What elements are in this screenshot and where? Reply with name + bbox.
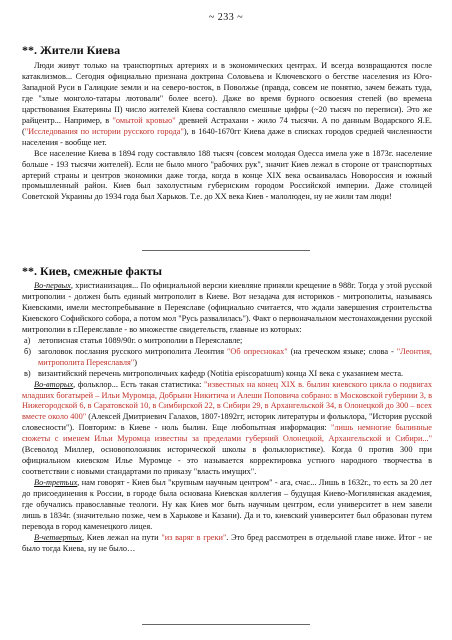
text-run: (Всеволод Миллер, основоположник исторической школы в фольклористике). Когда 0 против 300 при официальном киевском Илье Муромце - это называется корректировка устного народного творчества в соответствии с новыми стандартами по приказу "власть имущих". [22, 445, 432, 477]
highlight-quote: "из варяг в греки" [161, 532, 227, 542]
section-facts-body [22, 281, 432, 555]
text-run: Люди живут только на транспортных артериях и в экономических центрах. И всегда возвращаются после катаклизмов... Сегодня официально признана доктрина Соловьева и Ключевского о бегстве населения из Юго-Западной Руси в Галицкие земли и на северо-восток, в Поволжье (правда, совсем не понятно, зачем бежать туда, где "злые монголо-татары лютовали" более всего). Даже во время бурного освоения степей (во времена царствования Екатерины II) число жителей Киева составляло смешные цифры (~20 тысяч по переписи). Это же райцентр... Например, в [22, 61, 432, 125]
text-run: византийский перечень митрополичьих кафедр (Notitia episcopatuum) конца XI века с указанием места. [38, 368, 404, 378]
text-run: ), в 1640-1670гг Киева даже в списках городов средней численности населения - вообще нет. [22, 126, 432, 147]
paragraph-residents-2: Все население Киева в 1894 году составляло 188 тысяч (совсем молодая Одесса имела уже в 1873г. население больше - 193 тысячи жителей). Если не было много "рабочих рук", значит Киев лежал в стороне от транспортных артерий страны и центров экономики даже тогда, когда в конце XIX века осваивалась Новороссия и южный промышленный район. Киев был захолустным губернским городом Российской империи. Даже столицей Советской Украины до 1934 года был Харьков. Т.е. до XX века Киев - малолюден, ну не жили там люди! [22, 148, 432, 202]
highlight-book-title: "Исследования по истории русского города" [24, 126, 184, 136]
paragraph-christianization [22, 281, 432, 336]
emphasis-firstly: Во-первых [34, 281, 71, 290]
text-run: , нам говорят - Киев был "крупным научным центром" - ага, счас... Лишь в 1632г., то есть за 20 лет до присоединения к России, в городе была основана Киевская коллегия – будущая Киево-Могилянская академия, где обучались православные теологи. Ну как Киев мог быть научным центром, если университет в нем завели лишь в 1834г. (значительно позже, чем в Харькове и Казани). Да и то, киевский университет был образован путем перевода в город каменецкого лицея. [22, 478, 432, 531]
text-run: . Это бред рассмотрен в отдельной главе ниже. Итог - не было тогда Киева, ну не было… [22, 532, 433, 553]
section-divider [142, 624, 310, 625]
text-run: летописная статья 1089/90г. о митрополии в Переяславле; [38, 335, 243, 345]
section-title-kiev-facts: **. Киев, смежные факты [22, 264, 163, 278]
section-divider [142, 250, 310, 251]
text-run: (на греческом языке; слова - [287, 346, 397, 356]
list-item [22, 347, 432, 369]
emphasis-thirdly: Во-третьих [34, 478, 78, 488]
highlight-quote: "известных на конец XIX в. былин киевского цикла о подвигах младших богатырей – Ильи Муромца, Добрыни Никитича и Алеши Поповича собрано: в Московской губернии 3, в Нижегородской 6, в Саратовской 10, в Симбирской 22, в Сибири 29, в Архангельской 34, в Олонецкой до 300 – всех вместе около 400" [22, 379, 432, 422]
text-run: , Киев лежал на пути [81, 532, 162, 542]
section-title-kiev-residents: **. Жители Киева [22, 43, 121, 57]
emphasis-fourthly: В-четвертых [34, 532, 82, 542]
emphasis-secondly: Во-вторых [34, 379, 74, 389]
list-item [22, 369, 432, 380]
highlight-quote: "лишь немногие былинные сюжеты с именем Ильи Муромца известны за пределами губерний Олонецкой, Архангельской и Сибири..." [22, 423, 432, 444]
highlight-quote: "омытой кровью" [112, 115, 176, 125]
text-run: (Алексей Дмитриевич Галахов, 1807-1892гг, историк литературы и фольклора, "История русской словесности"). Повторим: в Киеве - ноль былин. Еще любопытная информация: [22, 412, 432, 433]
paragraph-science [22, 478, 432, 533]
paragraph-trade-route [22, 533, 432, 555]
list-item [22, 336, 432, 347]
text-run: древней Астрахани - жило 74 тысячи. А по данным Водарского Я.Е. ( [22, 115, 432, 136]
highlight-quote: "Леонтия, митрополита Переяславля" [38, 346, 432, 367]
list-marker: в) [24, 368, 31, 378]
text-run: ) [134, 357, 138, 367]
paragraph-residents-1 [22, 61, 432, 149]
highlight-quote: "Об опресноках" [227, 346, 288, 356]
text-run: , фольклор... Есть такая статистика: [73, 379, 205, 389]
paragraph-folklore [22, 380, 432, 479]
page-number: ~ 233 ~ [208, 12, 244, 23]
section-residents-body [22, 61, 432, 203]
text-run: заголовок послания русского митрополита Леонтия [38, 346, 228, 356]
text-run: , христианизация... По официальной версии киевляне приняли крещение в 988г. Тогда у этой русской митрополии - должен быть единый митрополит в Киеве. Вот незадача для историков - митрополиты, называясь Киевскими, имели местопребывание в Переяславе (официально считается, что ждали завершения строительства Киевского Софийского собора, а потом мол "Русь развалилась"). Факт о первоначальном местонахождении русской митрополии в г.Переяславле - во множестве свидетельств, главные из которых: [22, 281, 432, 334]
list-marker: б) [24, 346, 31, 356]
list-marker: а) [24, 335, 31, 345]
